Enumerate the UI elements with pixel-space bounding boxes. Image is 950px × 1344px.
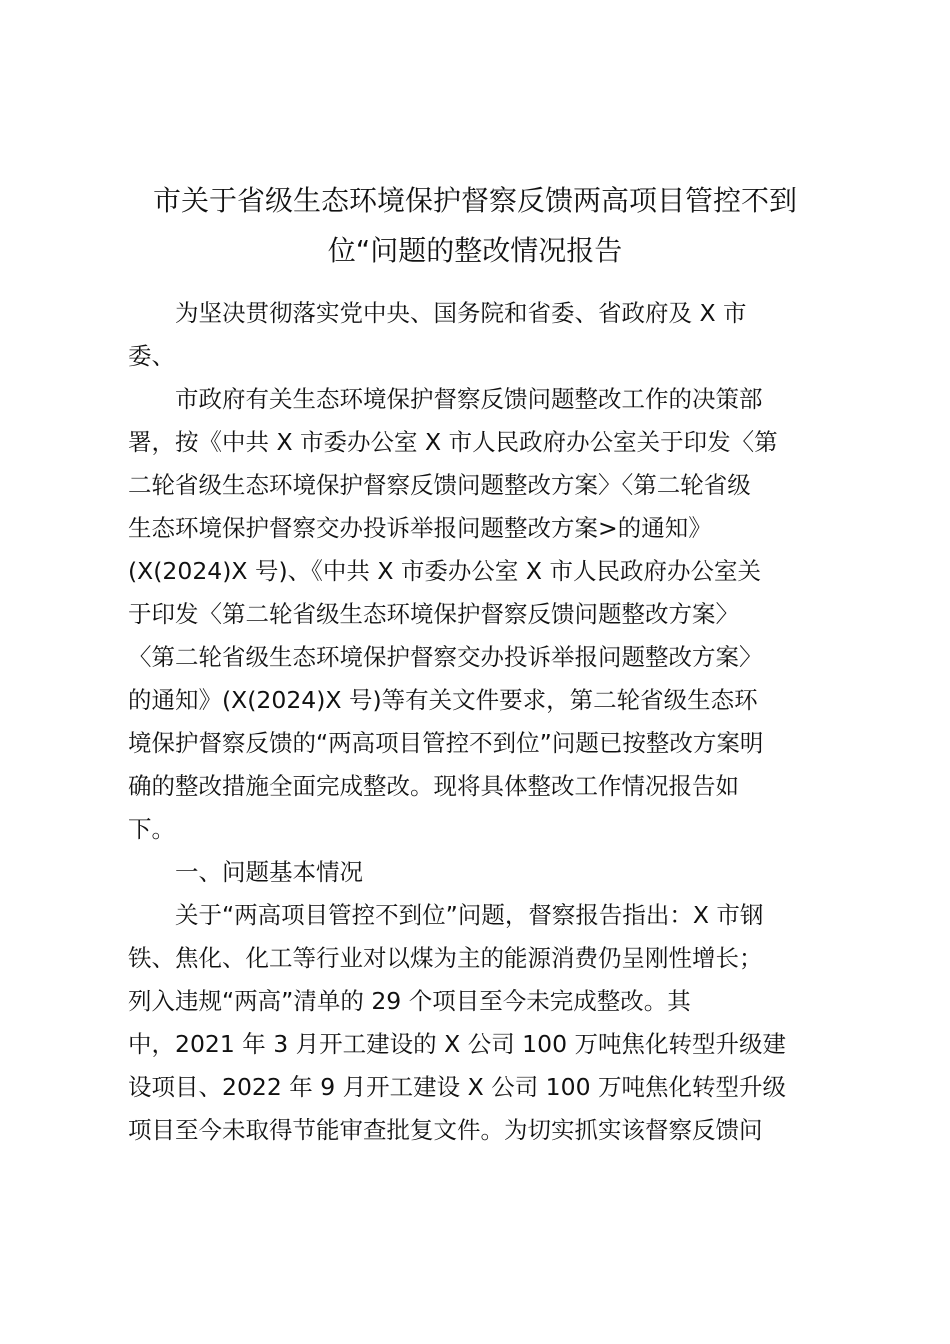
paragraph-problem-description: 关于“两高项目管控不到位”问题，督察报告指出：X 市钢 铁、焦化、化工等行业对以煤为主的能源消费仍呈刚性增长； 列入违规“两高”清单的 29 个项目至今未完成整改。其 中，2021 年 3 月开工建设的 X 公司 100 万吨焦化转型升级建 设项目、2022 年 9 月开工建设 X 公司 100 万吨焦化转型升级 项目至今未取得节能审查批复文件。为切实抓实该督察反馈问 bbox=[128, 901, 786, 1144]
paragraph-intro-1: 为坚决贯彻落实党中央、国务院和省委、省政府及 X 市 委、 bbox=[128, 299, 747, 370]
paragraph-intro-2: 市政府有关生态环境保护督察反馈问题整改工作的决策部 署，按《中共 X 市委办公室 X 市人民政府办公室关于印发〈第 二轮省级生态环境保护督察反馈问题整改方案〉〈第二轮省级 生态环境保护督察交办投诉举报问题整改方案>的通知》 (X(2024)X 号)、《中共 X 市委办公室 X 市人民政府办公室关 于印发〈第二轮省级生态环境保护督察反馈问题整改方案〉 〈第二轮省级生态环境保护督察交办投诉举报问题整改方案〉 的通知》(X(2024)X 号)等有关文件要求，第二轮省级生态环 境保护督察反馈的“两高项目管控不到位”问题已按整改方案明 确的整改措施全面完成整改。现将具体整改工作情况报告如 下。 bbox=[128, 385, 778, 843]
document-body bbox=[128, 292, 822, 1152]
document-title: 市关于省级生态环境保护督察反馈两高项目管控不到 位“问题的整改情况报告 bbox=[152, 184, 797, 267]
section-heading-basic-situation: 一、问题基本情况 bbox=[175, 858, 363, 886]
